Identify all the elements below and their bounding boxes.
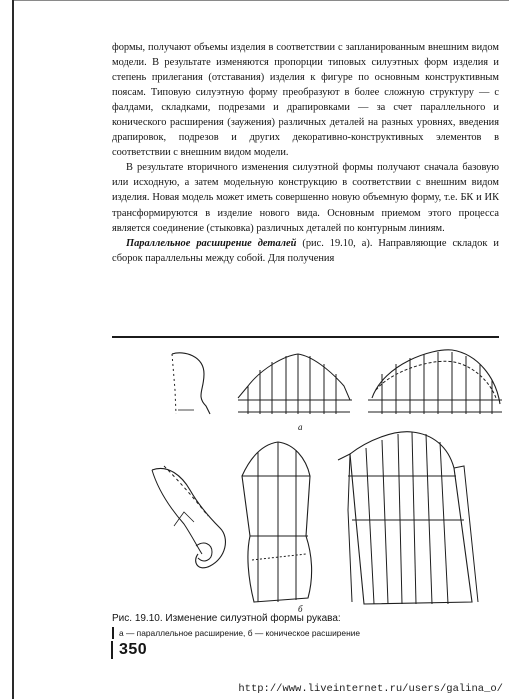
body-text — [112, 40, 499, 266]
watermark-url: http://www.liveinternet.ru/users/galina_o/ — [238, 683, 503, 695]
sleeve-outline-small — [172, 353, 210, 414]
figure-caption — [112, 612, 499, 639]
sleeve-pattern-b2 — [350, 432, 472, 604]
paragraph-1: формы, получают объемы изделия в соответствии с запланированным внешним видом модели. В результате изменяются пропорции типовых силуэтных форм изделия и степень прилегания (отставания) изделия к фигуре по основным конструктивным поясам. Типовую силуэтную форму преобразуют в более сложную структуру — с фалдами, складками, подрезами и драпировками — за счет параллельного и конического расширения (заужения) различных деталей на разных уровнях, введения драпировок, подрезов и других декоративно-конструктивных элементов в соответствии с внешним видом модели. — [112, 42, 499, 159]
sleeve-pattern-b1 — [242, 442, 312, 602]
caption-title: Рис. 19.10. Изменение силуэтной формы рукава: — [112, 613, 341, 624]
section-rule — [112, 336, 499, 338]
sleeve-pattern-a1 — [238, 354, 350, 400]
paragraph-3-rest: (рис. 19.10, а). Направляющие складок и сборок параллельны между собой. Для получения — [112, 237, 499, 264]
sleeve-drawings — [112, 340, 502, 608]
caption-description: а — параллельное расширение, б — коническое расширение — [112, 627, 499, 639]
scan-edge-left — [12, 0, 14, 699]
figure-label-b: б — [298, 604, 303, 614]
paragraph-3 — [112, 236, 499, 266]
figure-label-a: а — [298, 422, 303, 432]
paragraph-2: В результате вторичного изменения силуэтной формы получают сначала базовую или исходную, а затем модельную конструкцию в соответствии с внешним видом изделия. Новая модель может иметь совершенно новую объемную форму, т.е. БК и ИК трансформируются в изделие нового вида. Основным приемом этого процесса является соединение (стыковка) различных деталей по контурным линиям. — [112, 162, 499, 234]
scan-edge-top — [12, 0, 509, 1]
lead-term: Параллельное расширение деталей — [126, 237, 297, 249]
sleeve-figure — [112, 340, 502, 614]
sleeve-outline-twisted — [152, 468, 225, 567]
page-number: 350 — [111, 641, 179, 659]
